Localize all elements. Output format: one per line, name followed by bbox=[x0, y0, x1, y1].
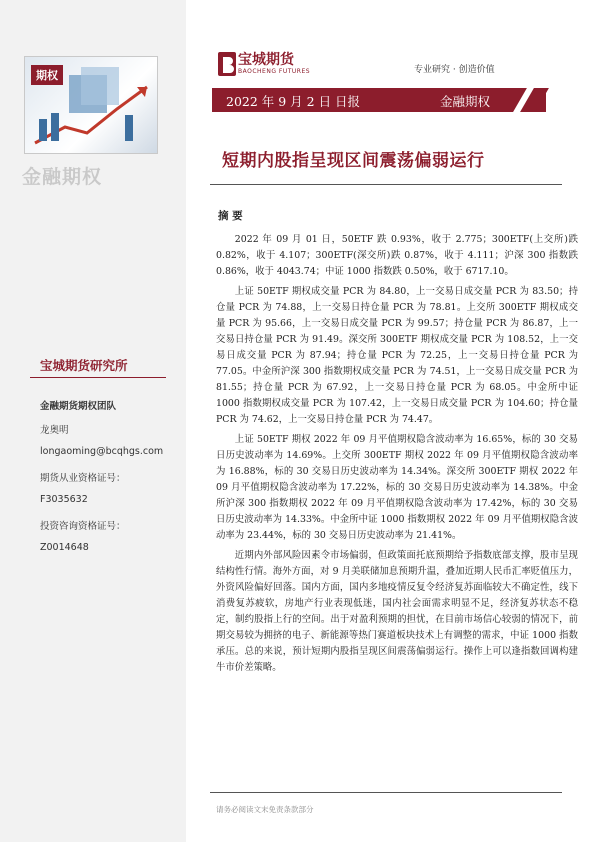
paragraph: 上证 50ETF 期权成交量 PCR 为 84.80，上一交易日成交量 PCR 为 83.50；持仓量 PCR 为 74.88，上一交易日持仓量 PCR 为 78.81。上交所 300ETF 期权成交量 PCR 为 95.66，上一交易日成交量 PCR 为 99.57；持仓量 PCR 为 86.87，上一交易日持仓量 PCR 为 91.49。深交所 300ETF 期权成交量 PCR 为 108.52，上一交易日成交量 PCR 为 87.94；持仓量 PCR 为 72.25，上一交易日持仓量 PCR 为 77.05。中金所沪深 300 指数期权成交量 PCR 为 74.51，上一交易日成交量 PCR 为 81.55；持仓量 PCR 为 67.92，上一交易日持仓量 PCR 为 68.05。中金所中证 1000 指数期权成交量 PCR 为 107.42，上一交易日成交量 PCR 为 104.60；持仓量 PCR 为 74.62，上一交易日持仓量 PCR 为 74.47。 bbox=[216, 286, 578, 425]
cover-tag: 期权 bbox=[31, 65, 63, 85]
team-name: 金融期货期权团队 bbox=[40, 401, 117, 412]
qualification-label: 期货从业资格证号： bbox=[40, 473, 126, 484]
title-divider bbox=[210, 184, 562, 185]
logo-icon bbox=[218, 52, 236, 76]
report-category: 金融期权 bbox=[440, 94, 491, 109]
report-date: 2022 年 9 月 2 日 日报 bbox=[226, 94, 361, 109]
paragraph: 上证 50ETF 期权 2022 年 09 月平值期权隐含波动率为 16.65%，标的 30 交易日历史波动率为 14.69%。上交所 300ETF 期权 2022 年 09 月平值期权隐含波动率为 16.88%，标的 30 交易日历史波动率为 14.34%。深交所 300ETF 期权 2022 年 09 月平值期权隐含波动率为 17.22%，标的 30 交易日历史波动率为 14.38%。中金所沪深 300 指数期权 2022 年 09 月平值期权隐含波动率为 17.42%，标的 30 交易日历史波动率为 14.33%。中金所中证 1000 指数期权 2022 年 09 月平值期权隐含波动率为 23.44%，标的 30 交易日历史波动率为 21.41%。 bbox=[216, 434, 578, 541]
logo-name: 宝城期货 bbox=[238, 52, 294, 68]
sidebar-divider bbox=[30, 377, 166, 378]
consult-label: 投资咨询资格证号： bbox=[40, 521, 126, 532]
footer-divider bbox=[210, 792, 562, 793]
slogan: 专业研究 · 创造价值 bbox=[414, 65, 495, 75]
disclaimer-note: 请务必阅读文末免责条款部分 bbox=[216, 805, 314, 814]
author-name: 龙奥明 bbox=[40, 425, 69, 436]
cover-image bbox=[24, 56, 158, 154]
author-email[interactable]: longaoming@bcqhgs.com bbox=[40, 446, 164, 457]
section-title: 金融期权 bbox=[22, 166, 103, 188]
paragraph: 2022 年 09 月 01 日，50ETF 跌 0.93%，收于 2.775；300ETF(上交所)跌 0.82%，收于 4.107；300ETF(深交所)跌 0.87%，收于 4.111；沪深 300 指数跌 0.86%，收于 4043.74；中证 1000 指数跌 0.50%，收于 6717.10。 bbox=[216, 234, 578, 277]
institute-name: 宝城期货研究所 bbox=[40, 358, 128, 373]
consult-number: Z0014648 bbox=[40, 542, 89, 553]
abstract-body bbox=[216, 232, 578, 680]
paragraph: 近期内外部风险因素令市场偏弱，但政策面托底预期给予指数底部支撑，股市呈现结构性行情。海外方面，对 9 月美联储加息预期升温，叠加近期人民币汇率贬值压力，外资风险偏好回落。国内方面，国内多地疫情反复令经济复苏面临较大不确定性，线下消费复苏疲软，房地产行业表现低迷，国内社会面需求明显不足，经济复苏状态不稳定，制约股指上行的空间。出于对盈利预期的担忧，在目前市场信心较弱的情况下，前期交易较为拥挤的电子、新能源等热门赛道板块技术上有调整的需求，中证 1000 指数承压。总的来说，预计短期内股指呈现区间震荡偏弱运行。操作上可以逢指数回调构建牛市价差策略。 bbox=[216, 550, 578, 673]
abstract-label: 摘 要 bbox=[218, 210, 243, 222]
logo-english: BAOCHENG FUTURES bbox=[238, 68, 311, 75]
report-title: 短期内股指呈现区间震荡偏弱运行 bbox=[222, 151, 485, 171]
qualification-number: F3035632 bbox=[40, 494, 88, 505]
sidebar bbox=[0, 0, 186, 842]
